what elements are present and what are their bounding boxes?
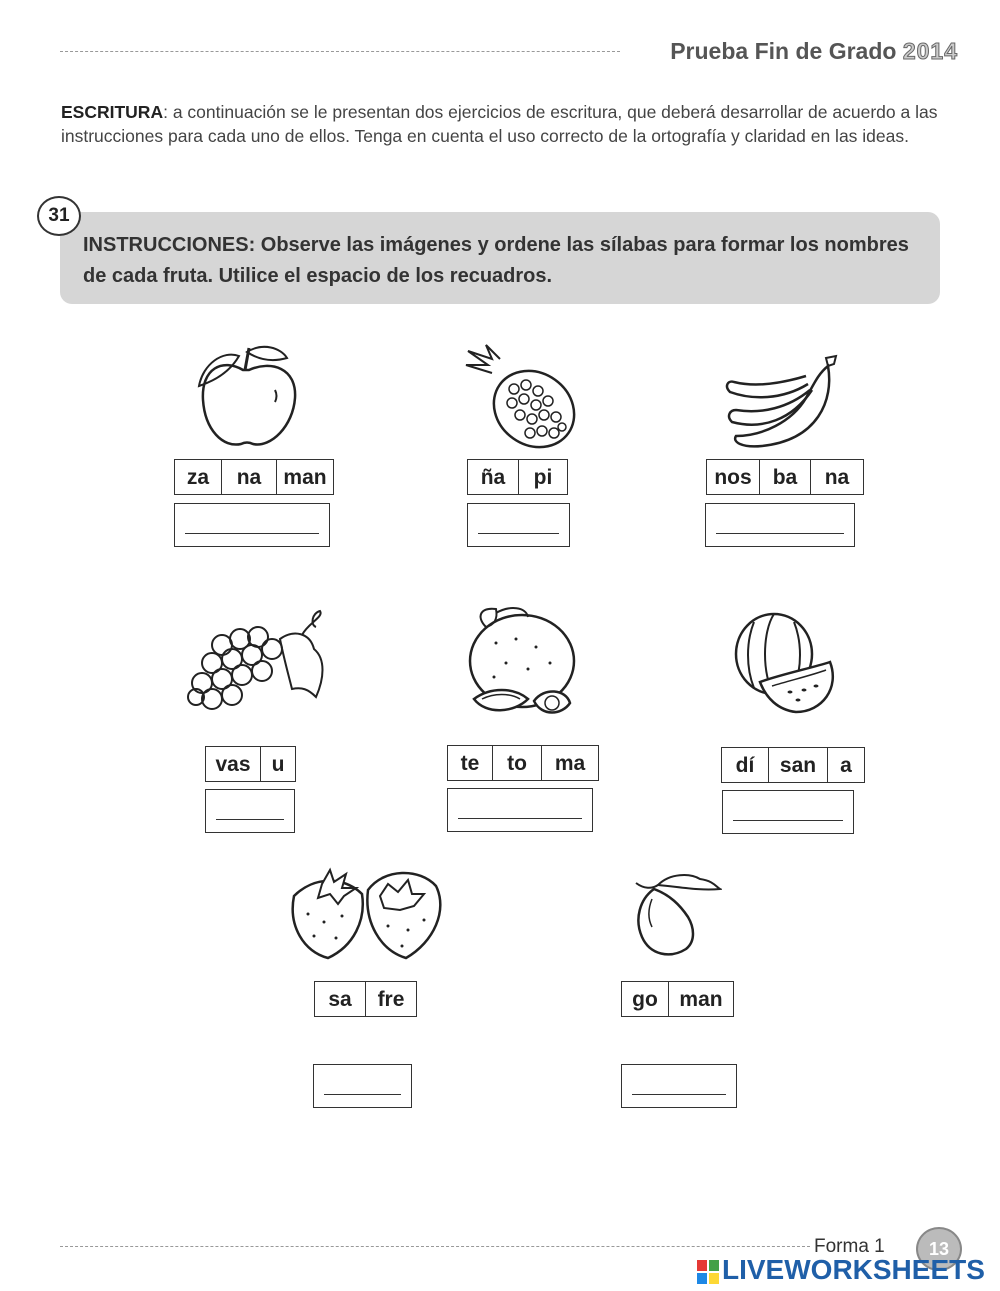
answer-box-watermelon[interactable] — [722, 790, 854, 834]
answer-box-tangerine[interactable] — [447, 788, 593, 832]
question-number: 31 — [37, 196, 81, 236]
page-header — [670, 38, 958, 65]
liveworksheets-logo-icon — [697, 1260, 719, 1284]
answer-box-strawberry[interactable] — [313, 1064, 412, 1108]
syllable: man — [679, 988, 723, 1011]
syllable: dí — [722, 748, 769, 782]
syllable: na — [222, 460, 277, 494]
grapes-icon — [184, 609, 332, 717]
syllables-grapes — [205, 746, 296, 782]
watermelon-icon — [732, 612, 842, 718]
syllables-pineapple — [467, 459, 568, 495]
footer-divider — [60, 1246, 810, 1247]
header-divider — [60, 51, 620, 52]
syllables-apple — [174, 459, 334, 495]
syllable: te — [448, 746, 493, 780]
syllable: fre — [377, 988, 405, 1011]
form-label: Forma 1 — [814, 1236, 885, 1257]
tangerine-icon — [466, 603, 578, 723]
syllable: ña — [468, 460, 519, 494]
page-number: 13 — [916, 1227, 962, 1271]
apple-icon — [183, 340, 303, 452]
syllable: sa — [315, 982, 366, 1016]
mango-icon — [630, 869, 722, 961]
intro-paragraph — [61, 100, 943, 148]
syllable: san — [769, 748, 828, 782]
brand-name: LIVEWORKSHEETS — [722, 1254, 985, 1285]
syllable: pi — [533, 466, 553, 489]
answer-box-grapes[interactable] — [205, 789, 295, 833]
syllables-watermelon — [721, 747, 865, 783]
header-year: 2014 — [902, 38, 958, 64]
banana-icon — [722, 350, 840, 456]
brand-logo — [697, 1254, 985, 1286]
syllable: u — [271, 753, 285, 776]
syllables-tangerine — [447, 745, 599, 781]
syllables-strawberry — [314, 981, 417, 1017]
answer-box-pineapple[interactable] — [467, 503, 570, 547]
intro-bold: ESCRITURA — [61, 102, 164, 122]
syllables-banana — [706, 459, 864, 495]
syllable: nos — [707, 460, 760, 494]
pineapple-icon — [462, 343, 580, 455]
syllable: go — [622, 982, 669, 1016]
intro-text: : a continuación se le presentan dos ejercicios de escritura, que deberá desarrollar de acuerdo a las instrucciones para cada uno de ellos. Tenga en cuenta el uso correcto de la ortografía y claridad en las ideas. — [61, 102, 938, 146]
header-title: Prueba Fin de Grado — [670, 38, 897, 64]
instructions-text: INSTRUCCIONES: Observe las imágenes y ordene las sílabas para formar los nombres de cada fruta. Utilice el espacio de los recuadros. — [83, 234, 909, 287]
syllable: a — [840, 754, 852, 777]
syllable: to — [493, 746, 542, 780]
syllable: na — [824, 466, 850, 489]
answer-box-banana[interactable] — [705, 503, 855, 547]
syllable: ba — [760, 460, 811, 494]
syllable: za — [175, 460, 222, 494]
syllable: man — [283, 466, 327, 489]
syllable: ma — [554, 752, 586, 775]
answer-box-apple[interactable] — [174, 503, 330, 547]
strawberry-icon — [284, 866, 448, 962]
syllable: vas — [206, 747, 261, 781]
syllables-mango — [621, 981, 734, 1017]
answer-box-mango[interactable] — [621, 1064, 737, 1108]
